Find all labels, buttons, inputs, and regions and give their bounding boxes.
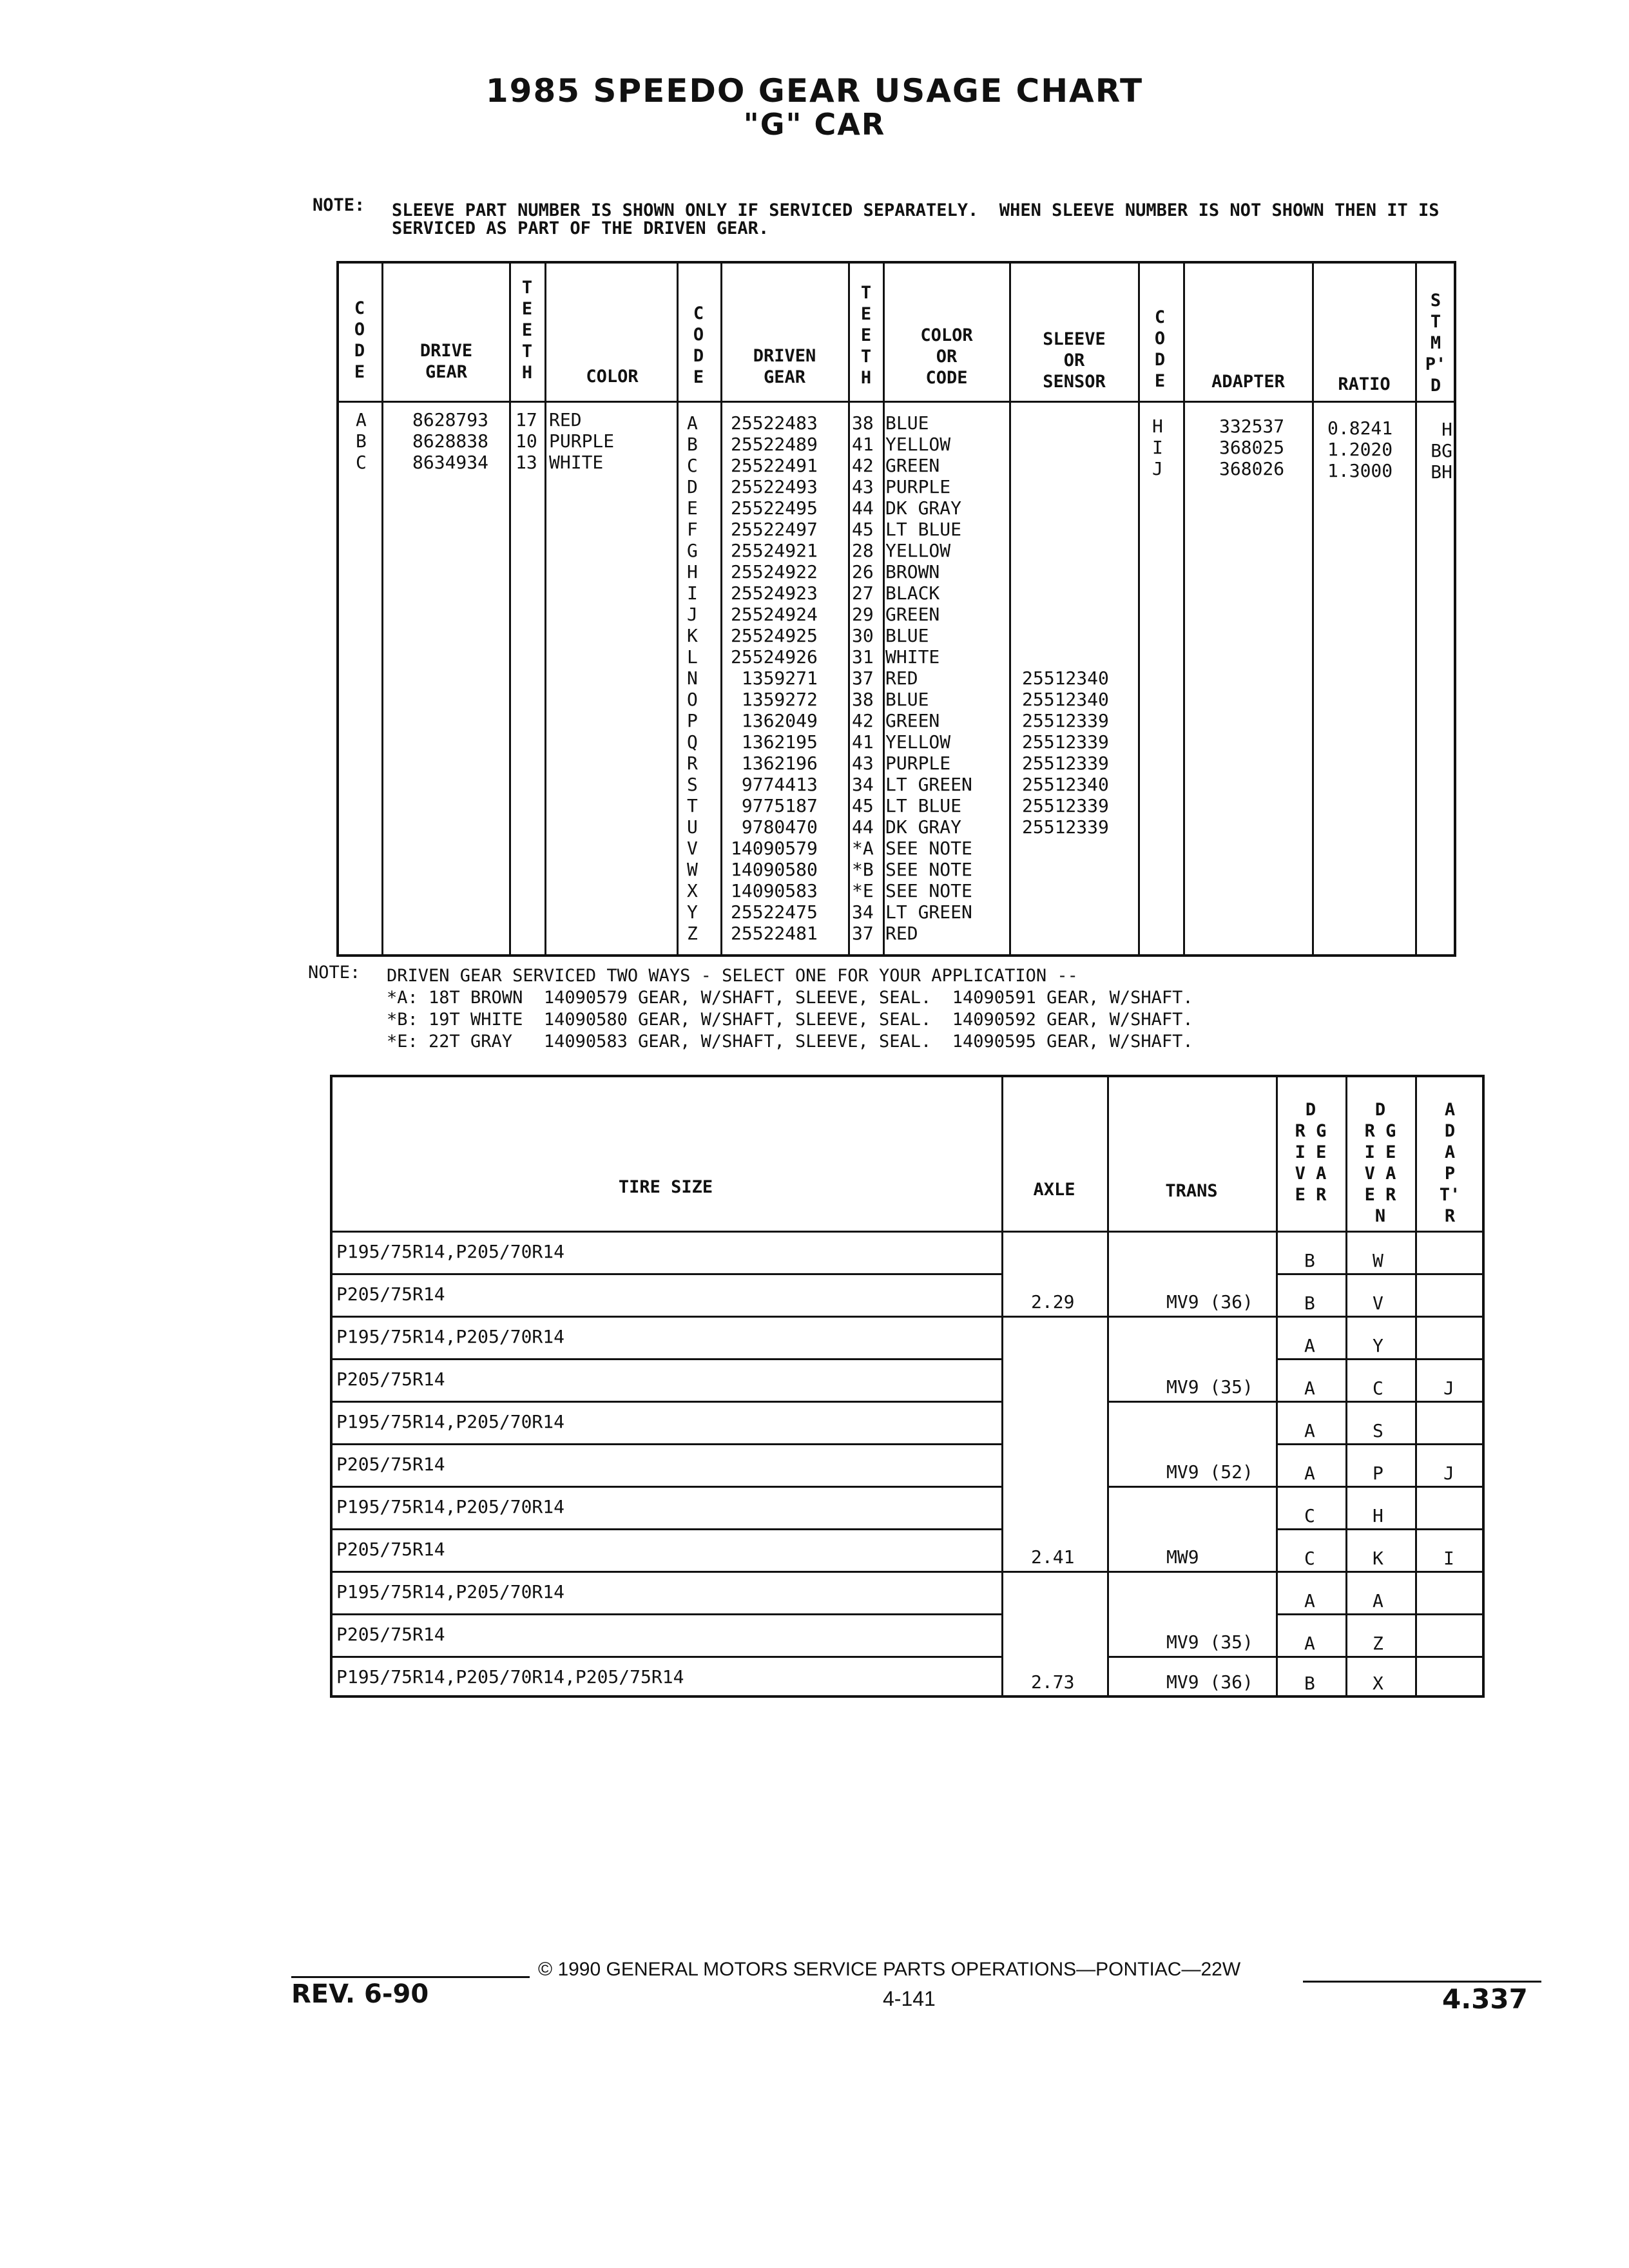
footer-copyright: © 1990 GENERAL MOTORS SERVICE PARTS OPERATIONS—PONTIAC—22W: [538, 1959, 1241, 1980]
drive-gear-code: A: [1304, 1335, 1315, 1356]
axle-ratio: 2.29: [1031, 1291, 1075, 1312]
note-top-label: NOTE:: [313, 195, 365, 215]
adapter-stamped: H BG BH: [1431, 419, 1452, 483]
driven-gear-code: W: [1373, 1250, 1383, 1271]
drive-gear-teeth: 17 10 13: [516, 409, 537, 473]
header-code: C O D E: [354, 298, 365, 382]
row-line: [330, 1443, 1001, 1445]
header-adapter: ADAPTER: [1211, 372, 1285, 392]
adapter-code: I: [1443, 1548, 1454, 1569]
drive-gear-code: C: [1304, 1505, 1315, 1526]
header-divider: [336, 401, 1456, 403]
header-teeth: T E E T H: [521, 278, 533, 383]
note-bottom-label: NOTE:: [308, 963, 361, 983]
divider: [677, 261, 679, 957]
adapter-code: J: [1443, 1378, 1454, 1399]
header-color-or-code: COLOR OR CODE: [920, 325, 973, 388]
divider: [848, 261, 850, 957]
page-title: 1985 SPEEDO GEAR USAGE CHART: [485, 72, 1144, 110]
tire-size: P195/75R14,P205/70R14: [336, 1411, 565, 1432]
driven-gear-code: A: [1373, 1590, 1383, 1611]
drive-gear-code: B: [1304, 1673, 1315, 1694]
note-bottom-line1: DRIVEN GEAR SERVICED TWO WAYS - SELECT ONE FOR YOUR APPLICATION --: [387, 966, 1078, 986]
row-line: [330, 1401, 1001, 1403]
adapter-ratios: 0.8241 1.2020 1.3000: [1327, 418, 1393, 481]
row-line: [1276, 1443, 1485, 1445]
tire-size: P195/75R14,P205/70R14: [336, 1241, 565, 1262]
drive-gear-code: A: [1304, 1378, 1315, 1399]
trans: MW9: [1166, 1546, 1199, 1568]
footer-rev: REV. 6-90: [291, 1979, 429, 2009]
header-driven-gear: DRIVEN GEAR: [753, 346, 816, 387]
drive-gear-colors: RED PURPLE WHITE: [549, 409, 615, 473]
row-line: [1276, 1613, 1485, 1615]
row-line: [330, 1316, 1001, 1318]
row-line: [330, 1528, 1001, 1530]
drive-gear-parts: 8628793 8628838 8634934: [412, 409, 489, 473]
divider: [1138, 261, 1140, 957]
driven-gear-teeth: 38 41 42 43 44 45 28 26 27 29 30 31 37 38 42 41 43 34 45 44 *A *B *E 34 37: [852, 412, 874, 944]
adapter-codes: H I J: [1152, 416, 1163, 479]
row-line: [1276, 1571, 1485, 1573]
divider: [545, 261, 546, 957]
row-line: [1276, 1273, 1485, 1275]
driven-gear-code: K: [1373, 1548, 1383, 1569]
row-line: [330, 1571, 1001, 1573]
row-line: [1276, 1486, 1485, 1488]
tire-size: P195/75R14,P205/70R14,P205/75R14: [336, 1666, 684, 1687]
header-code: C O D E: [1154, 307, 1166, 391]
header-sleeve-or-sensor: SLEEVE OR SENSOR: [1043, 329, 1106, 392]
trans: MV9 (52): [1166, 1461, 1253, 1483]
tire-size: P205/75R14: [336, 1539, 445, 1560]
driven-gear-code: Y: [1373, 1335, 1383, 1356]
divider: [1183, 261, 1185, 957]
drive-gear-code: A: [1304, 1633, 1315, 1654]
tire-size: P195/75R14,P205/70R14: [336, 1496, 565, 1517]
divider: [509, 261, 511, 957]
row-line: [1107, 1656, 1276, 1658]
page-subtitle: "G" CAR: [743, 107, 886, 142]
driven-gear-parts: 25522483 25522489 25522491 25522493 25522495 25522497 25524921 25524922 25524923 25524924 25524925 25524926 1359271 1359272 1362049 1362195 1362196 9774413 9775187 9780470 14090579 14090580 14090583 25522475 25522481: [731, 412, 818, 944]
drive-gear-code: A: [1304, 1463, 1315, 1484]
row-line: [1276, 1528, 1485, 1530]
header-axle: AXLE: [1033, 1180, 1075, 1200]
driven-gear-code: V: [1373, 1293, 1383, 1314]
header-ratio: RATIO: [1338, 374, 1391, 394]
row-line: [1107, 1316, 1276, 1318]
axle-ratio: 2.41: [1031, 1546, 1075, 1568]
note-bottom-line2: *A: 18T BROWN 14090579 GEAR, W/SHAFT, SLEEVE, SEAL. 14090591 GEAR, W/SHAFT.: [387, 988, 1193, 1008]
adapter-parts: 332537 368025 368026: [1219, 416, 1285, 479]
footer-page-center: 4-141: [883, 1987, 936, 2010]
row-line: [330, 1358, 1001, 1360]
drive-gear-code: A: [1304, 1420, 1315, 1441]
driven-gear-code: S: [1373, 1420, 1383, 1441]
row-line: [1276, 1316, 1485, 1318]
driven-gear-code: H: [1373, 1505, 1383, 1526]
row-line: [1276, 1656, 1485, 1658]
tire-size: P205/75R14: [336, 1283, 445, 1305]
row-line: [1107, 1401, 1276, 1403]
note-top-line1: SLEEVE PART NUMBER IS SHOWN ONLY IF SERVICED SEPARATELY. WHEN SLEEVE NUMBER IS NOT SHOWN THEN IT IS: [392, 200, 1440, 220]
header-adapter: A D A P T' R: [1439, 1100, 1461, 1226]
driven-gear-code: X: [1373, 1673, 1383, 1694]
trans: MV9 (36): [1166, 1291, 1253, 1312]
sleeve-numbers: 25512340 25512340 25512339 25512339 25512339 25512340 25512339 25512339: [1022, 668, 1109, 838]
trans: MV9 (35): [1166, 1631, 1253, 1653]
row-line: [1001, 1316, 1107, 1318]
row-line: [330, 1613, 1001, 1615]
drive-gear-code: A: [1304, 1590, 1315, 1611]
tire-size: P205/75R14: [336, 1454, 445, 1475]
divider: [1001, 1075, 1003, 1698]
row-line: [1107, 1486, 1276, 1488]
divider: [1415, 261, 1417, 957]
header-code: C O D E: [693, 303, 704, 387]
drive-gear-code: B: [1304, 1250, 1315, 1271]
driven-gear-colors: BLUE YELLOW GREEN PURPLE DK GRAY LT BLUE YELLOW BROWN BLACK GREEN BLUE WHITE RED BLUE GREEN YELLOW PURPLE LT GREEN LT BLUE DK GRAY SEE NOTE SEE NOTE SEE NOTE LT GREEN RED: [885, 412, 972, 944]
row-line: [1107, 1571, 1276, 1573]
row-line: [330, 1273, 1001, 1275]
header-drive-gear: DRIVE GEAR: [419, 341, 473, 382]
driven-gear-codes: A B C D E F G H I J K L N O P Q R S T U V W X Y Z: [687, 412, 698, 944]
row-line: [1276, 1358, 1485, 1360]
trans: MV9 (35): [1166, 1376, 1253, 1398]
header-driven-gear: D R G I E V A E R N: [1364, 1100, 1396, 1226]
row-line: [1276, 1401, 1485, 1403]
header-color: COLOR: [586, 367, 639, 387]
header-drive-gear: D R G I E V A E R: [1295, 1100, 1327, 1205]
tire-size: P195/75R14,P205/70R14: [336, 1581, 565, 1602]
row-line: [330, 1486, 1001, 1488]
trans: MV9 (36): [1166, 1671, 1253, 1693]
footer-rule-right: [1303, 1981, 1541, 1983]
adapter-code: J: [1443, 1463, 1454, 1484]
divider: [1312, 261, 1314, 957]
header-trans: TRANS: [1165, 1181, 1218, 1201]
driven-gear-code: Z: [1373, 1633, 1383, 1654]
header-divider: [330, 1231, 1485, 1233]
driven-gear-code: C: [1373, 1378, 1383, 1399]
row-line: [330, 1656, 1001, 1658]
footer-page-right: 4.337: [1442, 1983, 1528, 2015]
driven-gear-code: P: [1373, 1463, 1383, 1484]
row-line: [1001, 1571, 1107, 1573]
drive-gear-code: B: [1304, 1293, 1315, 1314]
note-bottom-line3: *B: 19T WHITE 14090580 GEAR, W/SHAFT, SLEEVE, SEAL. 14090592 GEAR, W/SHAFT.: [387, 1010, 1193, 1030]
drive-gear-code: C: [1304, 1548, 1315, 1569]
tire-size: P195/75R14,P205/70R14: [336, 1326, 565, 1347]
tire-size: P205/75R14: [336, 1369, 445, 1390]
tire-size: P205/75R14: [336, 1624, 445, 1645]
note-bottom-line4: *E: 22T GRAY 14090583 GEAR, W/SHAFT, SLEEVE, SEAL. 14090595 GEAR, W/SHAFT.: [387, 1032, 1193, 1052]
header-stamped: S T M P' D: [1425, 291, 1447, 396]
note-top-line2: SERVICED AS PART OF THE DRIVEN GEAR.: [392, 218, 769, 238]
footer-rule-left: [291, 1976, 530, 1978]
drive-gear-codes: A B C: [356, 409, 367, 473]
header-tire-size: TIRE SIZE: [618, 1177, 713, 1197]
divider: [1107, 1075, 1109, 1698]
header-teeth: T E E T H: [860, 283, 872, 388]
axle-ratio: 2.73: [1031, 1671, 1075, 1693]
